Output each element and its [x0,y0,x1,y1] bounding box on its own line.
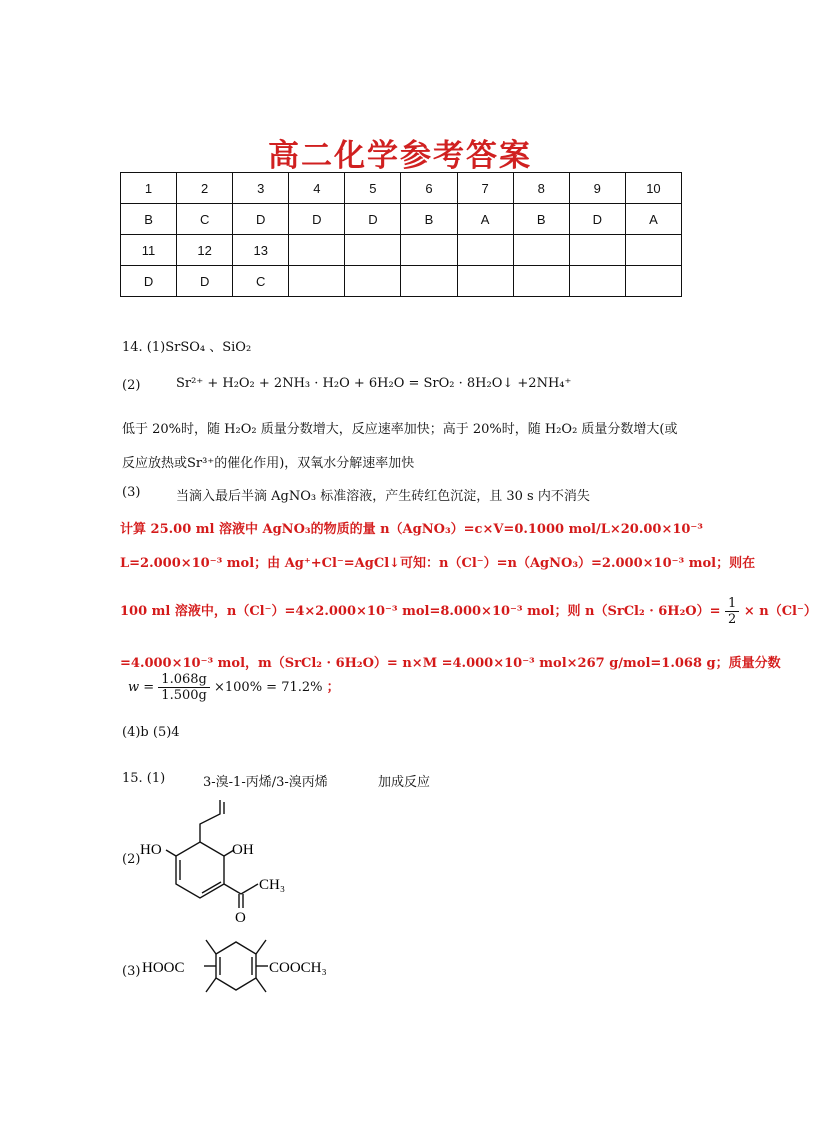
table-cell: 6 [401,173,457,204]
table-cell: 12 [177,235,233,266]
calc-line3 [120,596,817,627]
s3-left-label: HOOC [142,960,185,976]
table-cell: 5 [345,173,401,204]
w-label: w = [128,680,155,695]
structure-3-bonds [204,940,268,992]
table-cell [625,266,681,297]
table-cell: 10 [625,173,681,204]
table-cell [513,266,569,297]
table-cell [625,235,681,266]
table-cell: 7 [457,173,513,204]
table-cell [345,266,401,297]
q15-part2-label: (2) [122,852,141,867]
q14-part4-5: (4)b (5)4 [122,725,180,740]
w-end: ； [326,680,340,695]
calc-line4: =4.000×10⁻³ mol，m（SrCl₂ · 6H₂O）= n×M =4.000×10⁻³ mol×267 g/mol=1.068 g；质量分数 [120,656,781,671]
table-cell [345,235,401,266]
table-cell: B [121,204,177,235]
answer-table [120,172,682,297]
table-cell: C [177,204,233,235]
calc-line1: 计算 25.00 ml 溶液中 AgNO₃的物质的量 n（AgNO₃）=c×V=0.1000 mol/L×20.00×10⁻³ [120,522,703,537]
q15-part1-reaction-type: 加成反应 [378,775,431,790]
q14-part3-text: 当滴入最后半滴 AgNO₃ 标准溶液，产生砖红色沉淀，且 30 s 内不消失 [176,489,590,504]
table-cell: D [569,204,625,235]
table-cell: D [233,204,289,235]
s2-ho-label: HO [140,842,162,858]
table-cell: 3 [233,173,289,204]
table-cell: D [121,266,177,297]
table-row [121,173,682,204]
structure-3 [138,928,358,1008]
table-cell [289,235,345,266]
structure-2 [138,792,318,927]
w-numerator: 1.068g [158,672,210,688]
q15-part3-label: (3) [122,964,141,979]
table-cell: C [233,266,289,297]
table-row [121,266,682,297]
s3-right-label: COOCH₃ [269,960,327,976]
s2-ch3-label: CH₃ [259,877,286,893]
table-cell: 2 [177,173,233,204]
calc-line3-tail: × n（Cl⁻） [743,604,817,619]
table-cell: 9 [569,173,625,204]
w-result: ×100% = 71.2% [213,680,323,695]
table-row [121,204,682,235]
w-fraction [158,672,210,703]
q14-part2-text-line1: 低于 20%时，随 H₂O₂ 质量分数增大，反应速率加快；高于 20%时，随 H₂O₂ 质量分数增大(或 [122,422,678,437]
table-cell: D [177,266,233,297]
s2-oh-label: OH [232,842,254,858]
table-cell [457,266,513,297]
w-denominator: 1.500g [161,688,207,703]
calc-line2: L=2.000×10⁻³ mol；由 Ag⁺+Cl⁻=AgCl↓可知：n（Cl⁻）=n（AgNO₃）=2.000×10⁻³ mol；则在 [120,556,756,571]
page-title: 高二化学参考答案 [268,138,532,174]
table-cell: A [625,204,681,235]
table-cell: B [401,204,457,235]
table-row [121,235,682,266]
q15-part1-name: 3-溴-1-丙烯/3-溴丙烯 [203,775,328,790]
table-cell [569,266,625,297]
q14-part2-text-line2: 反应放热或Sr³⁺的催化作用)，双氧水分解速率加快 [122,456,415,471]
q14-part1: 14. (1)SrSO₄ 、SiO₂ [122,340,252,355]
half-denominator: 2 [728,612,737,627]
q14-part2-equation: Sr²⁺ + H₂O₂ + 2NH₃ · H₂O + 6H₂O = SrO₂ · 8H₂O↓ +2NH₄⁺ [176,376,572,391]
table-cell: D [345,204,401,235]
s2-o-label: O [235,910,246,926]
table-cell [401,266,457,297]
table-cell: 4 [289,173,345,204]
table-cell [289,266,345,297]
table-cell: 11 [121,235,177,266]
table-cell: 1 [121,173,177,204]
table-cell: 13 [233,235,289,266]
table-cell [513,235,569,266]
calc-line3-text: 100 ml 溶液中，n（Cl⁻）=4×2.000×10⁻³ mol=8.000×10⁻³ mol；则 n（SrCl₂ · 6H₂O）= [120,604,721,619]
half-numerator: 1 [725,596,739,612]
q14-part2-label: (2) [122,378,141,393]
mass-fraction-formula [128,672,340,703]
q15-part1-label: 15. (1) [122,771,166,786]
table-cell: B [513,204,569,235]
table-cell: D [289,204,345,235]
half-fraction [725,596,739,627]
table-cell [569,235,625,266]
table-cell [457,235,513,266]
table-cell [401,235,457,266]
table-cell: 8 [513,173,569,204]
table-cell: A [457,204,513,235]
q14-part3-label: (3) [122,485,141,500]
